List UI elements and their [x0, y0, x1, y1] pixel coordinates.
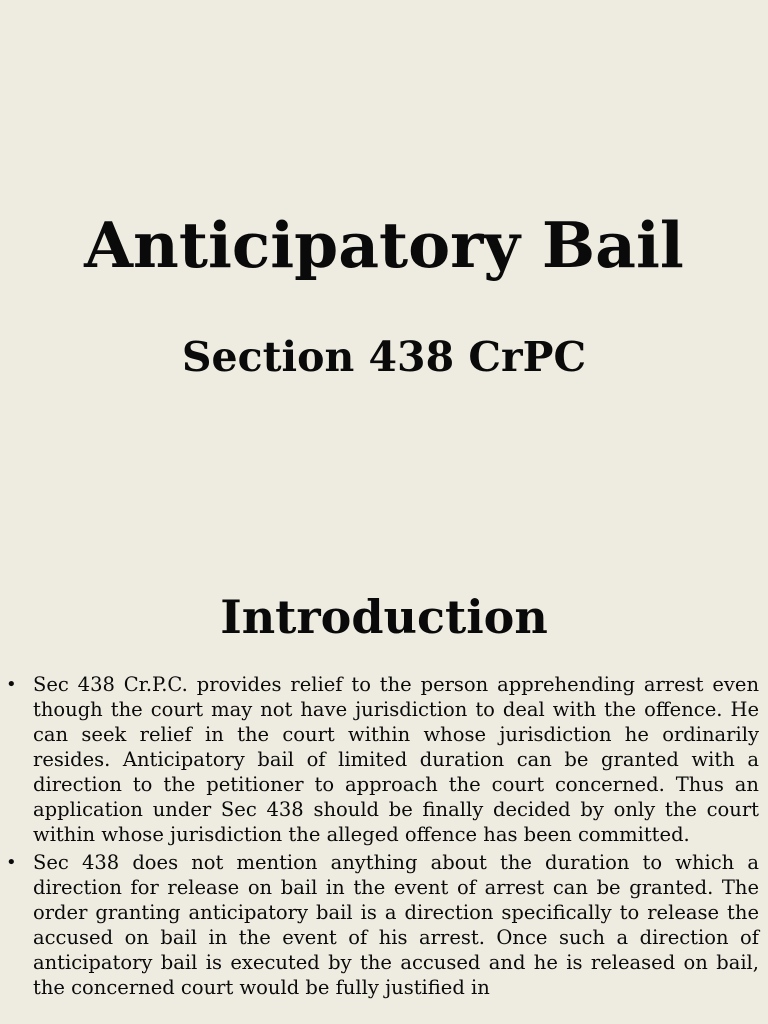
- bullet-dot-icon: •: [6, 674, 17, 695]
- bullet-list: [0, 672, 768, 1003]
- bullet-item: [0, 672, 768, 847]
- slide-subtitle: Section 438 CrPC: [181, 333, 587, 381]
- bullet-text: Sec 438 Cr.P.C. provides relief to the person apprehending arrest even though the court may not have jurisdiction to deal with the offence. He can seek relief in the court within whose jurisdiction he ordinarily resides. Anticipatory bail of limited duration can be granted with a direction to the petitioner to approach the court concerned. Thus an application under Sec 438 should be finally decided by only the court within whose jurisdiction the alleged offence has been committed.: [33, 673, 759, 846]
- slide-title: Anticipatory Bail: [84, 208, 684, 282]
- bullet-dot-icon: •: [6, 852, 17, 873]
- bullet-item: [0, 850, 768, 1000]
- bullet-text: Sec 438 does not mention anything about the duration to which a direction for release on bail in the event of arrest can be granted. The order granting anticipatory bail is a direction specifically to release the accused on bail in the event of his arrest. Once such a direction of anticipatory bail is executed by the accused and he is released on bail, the concerned court would be fully justified in: [33, 851, 759, 999]
- section-heading: Introduction: [220, 590, 548, 644]
